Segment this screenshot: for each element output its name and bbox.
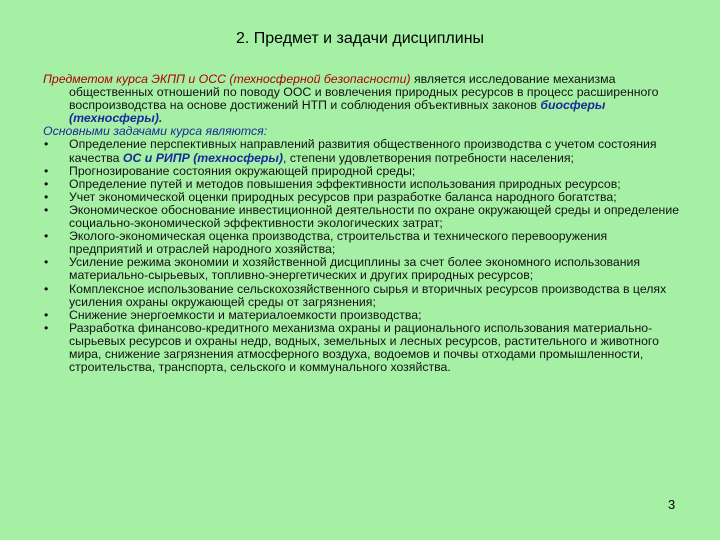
task-text: Разработка финансово-кредитного механизма охраны и рационального использования материально-сырьевых ресурсов и охраны недр, водных, земельных и лесных ресурсов, растительного и животного мира, снижение загрязнения атмосферного воздуха, водоемов и почвы отходами промышленности, строительства, транспорта, сельского и коммунального хозяйства. [69, 320, 659, 375]
bullet-icon: • [44, 189, 49, 204]
task-text: Эколого-экономическая оценка производства, строительства и технического перевооружения предприятий и отраслей народного хозяйства; [69, 229, 608, 257]
bullet-icon: • [44, 281, 49, 296]
tasks-list [43, 138, 683, 374]
intro-paragraph [43, 73, 683, 125]
slide-content [43, 73, 683, 374]
task-item [43, 322, 683, 374]
intro-highlight: биосферы (техносферы) [69, 98, 606, 126]
task-item [43, 204, 683, 230]
task-text: Учет экономической оценки природных ресурсов при разработке баланса народного богатства; [69, 189, 617, 204]
slide-title: 2. Предмет и задачи дисциплины [235, 30, 485, 47]
task-text: Экономическое обоснование инвестиционной деятельности по охране окружающей среды и определение социально-экономической эффективности экологических затрат; [69, 202, 680, 231]
task-text: Усиление режима экономии и хозяйственной дисциплины за счет более экономного использования материально-сырьевых, топливно-энергетических и других природных ресурсов; [69, 255, 641, 283]
page-number: 3 [668, 497, 676, 512]
task-item [43, 138, 683, 164]
bullet-icon: • [44, 163, 49, 178]
bullet-icon: • [44, 176, 49, 191]
bullet-icon: • [44, 229, 49, 244]
task-text: Прогнозирование состояния окружающей природной среды; [69, 163, 416, 178]
task-text: Комплексное использование сельскохозяйственного сырья и вторичных ресурсов производства в целях усиления охраны окружающей среды от загрязнения; [69, 281, 667, 309]
task-tail: , степени удовлетворения потребности населения; [283, 150, 574, 165]
bullet-icon: • [44, 320, 49, 335]
task-item [43, 283, 683, 309]
task-text: Снижение энергоемкости и материалоемкости производства; [69, 307, 422, 322]
task-highlight: ОС и РИПР (техносферы) [122, 150, 284, 165]
task-item [43, 256, 683, 282]
bullet-icon: • [44, 255, 49, 270]
task-item [43, 230, 683, 256]
intro-end: . [158, 111, 163, 126]
bullet-icon: • [44, 137, 49, 152]
bullet-icon: • [44, 202, 49, 217]
task-text: Определение перспективных направлений развития общественного производства с учетом состояния качества [69, 137, 657, 165]
task-text: Определение путей и методов повышения эффективности использования природных ресурсов; [69, 176, 621, 191]
bullet-icon: • [44, 307, 49, 322]
tasks-heading: Основными задачами курса являются: [43, 124, 268, 139]
intro-lead: Предметом курса ЭКПП и ОСС (техносферной безопасности) [43, 72, 411, 86]
intro-body: является исследование механизма общественных отношений по поводу ООС и вовлечения природных ресурсов в процесс расширенного воспроизводства на основе достижений НТП и соблюдения объективных законов [69, 72, 659, 113]
